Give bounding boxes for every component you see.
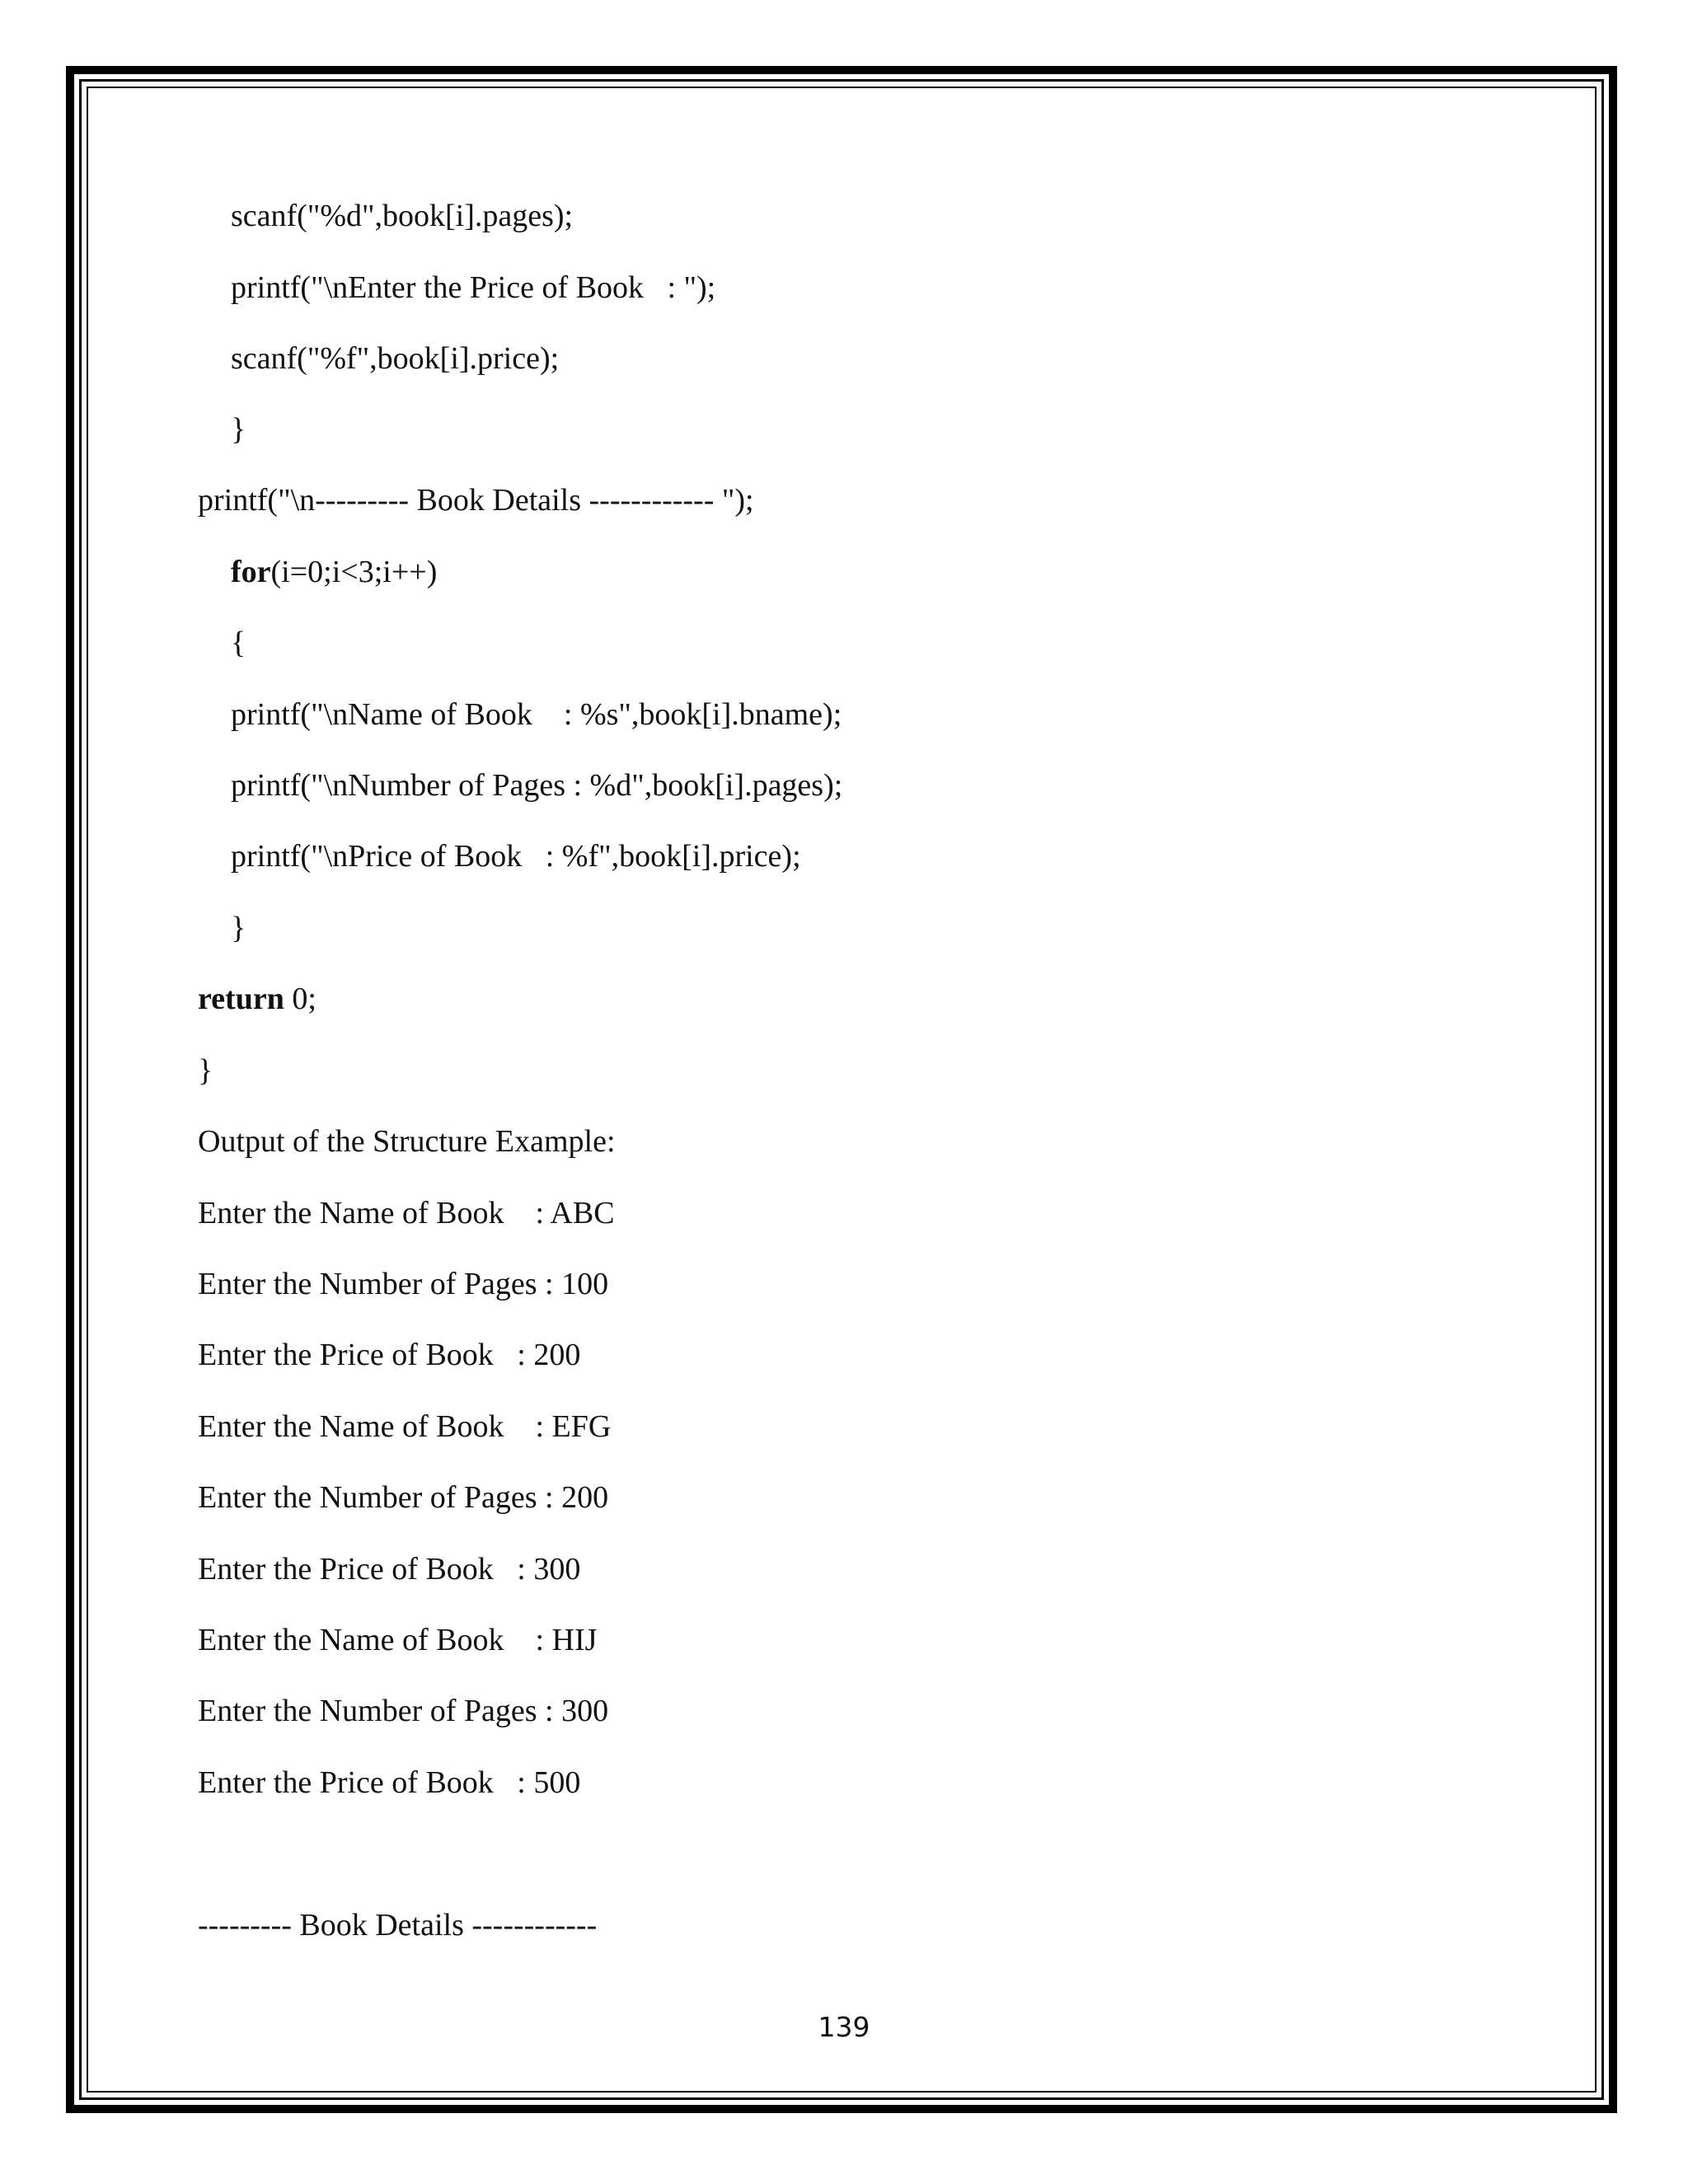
output-heading: Output of the Structure Example: bbox=[198, 1124, 616, 1159]
keyword-return: return bbox=[198, 982, 284, 1016]
output-line: Enter the Price of Book : 200 bbox=[198, 1338, 581, 1372]
book-details-header: --------- Book Details ------------ bbox=[198, 1908, 598, 1943]
code-line-7: { bbox=[231, 626, 246, 660]
page-number: 139 bbox=[818, 2011, 870, 2043]
output-line: Enter the Number of Pages : 300 bbox=[198, 1694, 609, 1728]
code-line-2: printf("\nEnter the Price of Book : "); bbox=[231, 270, 716, 305]
code-line-4: } bbox=[231, 412, 246, 447]
code-line-6 bbox=[231, 554, 437, 590]
code-line-12 bbox=[198, 981, 316, 1017]
return-value: 0; bbox=[284, 982, 316, 1016]
code-line-3: scanf("%f",book[i].price); bbox=[231, 341, 560, 376]
output-line: Enter the Number of Pages : 200 bbox=[198, 1480, 609, 1515]
output-line: Enter the Name of Book : ABC bbox=[198, 1196, 615, 1230]
output-line: Enter the Name of Book : HIJ bbox=[198, 1623, 598, 1657]
code-line-13: } bbox=[198, 1053, 213, 1088]
code-line-10: printf("\nPrice of Book : %f",book[i].price); bbox=[231, 839, 801, 874]
code-line-1: scanf("%d",book[i].pages); bbox=[231, 199, 574, 233]
output-line: Enter the Price of Book : 300 bbox=[198, 1552, 581, 1586]
output-line: Enter the Number of Pages : 100 bbox=[198, 1267, 609, 1301]
keyword-for: for bbox=[231, 555, 271, 589]
code-line-11: } bbox=[231, 911, 246, 945]
for-condition: (i=0;i<3;i++) bbox=[270, 555, 438, 589]
code-line-8: printf("\nName of Book : %s",book[i].bname); bbox=[231, 697, 842, 732]
code-line-5: printf("\n--------- Book Details ------------ "); bbox=[198, 483, 754, 518]
output-line: Enter the Name of Book : EFG bbox=[198, 1409, 612, 1444]
output-line: Enter the Price of Book : 500 bbox=[198, 1765, 581, 1800]
code-line-9: printf("\nNumber of Pages : %d",book[i].pages); bbox=[231, 768, 843, 803]
